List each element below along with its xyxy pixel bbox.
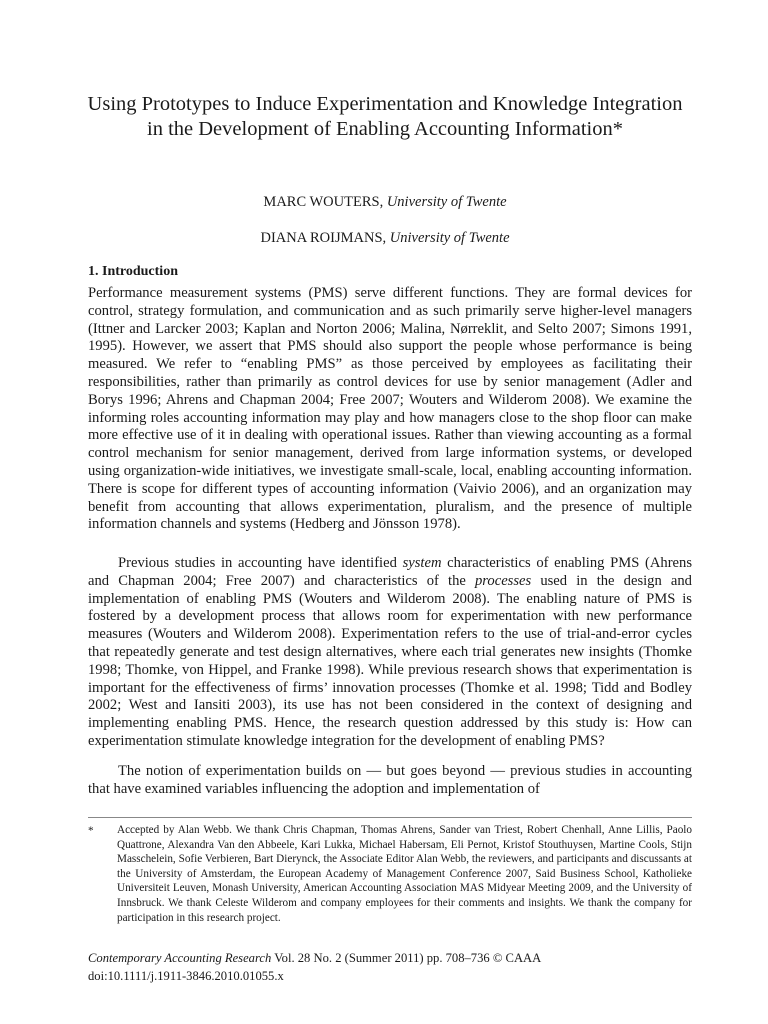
author-2 xyxy=(80,229,690,247)
author-affiliation: University of Twente xyxy=(389,230,510,246)
author-name: DIANA ROIJMANS, xyxy=(260,230,390,246)
section-heading: 1. Introduction xyxy=(88,264,178,279)
author-name: MARC WOUTERS, xyxy=(263,194,387,210)
doi: doi:10.1111/j.1911-3846.2010.01055.x xyxy=(88,969,284,983)
journal-citation xyxy=(88,950,708,967)
emphasis-system: system xyxy=(402,555,442,571)
footnote-divider xyxy=(88,817,692,818)
footnote xyxy=(88,823,692,925)
author-affiliation: University of Twente xyxy=(386,194,507,210)
body-paragraph-2 xyxy=(88,555,692,751)
body-paragraph-1: Performance measurement systems (PMS) serve different functions. They are formal devices for control, strategy formulation, and communication and as such primarily serve higher-level managers (Ittner and Larcker 2003; Kaplan and Norton 2006; Malina, Nørreklit, and Selto 2007; Simons 1991, 1995). However, we assert that PMS should also support the people whose performance is being measured. We refer to “enabling PMS” as those perceived by employees as facilitating their responsibilities, rather than primarily as control devices for use by senior management (Adler and Borys 1996; Ahrens and Chapman 2004; Free 2007; Wouters and Wilderom 2008). We examine the informing roles accounting information may play and how managers close to the shop floor can make more effective use of it in dealing with operational issues. Rather than viewing accounting as a formal control mechanism for senior management, derived from large information systems, or developed using organization-wide initiatives, we investigate small-scale, local, enabling accounting information. There is scope for different types of accounting information (Vaivio 2006), and an organization may benefit from accounting that allows experimentation, pluralism, and the presence of multiple information channels and systems (Hedberg and Jönsson 1978). xyxy=(88,285,692,533)
body-paragraph-3: The notion of experimentation builds on — but goes beyond — previous studies in accounting that have examined variables influencing the adoption and implementation of xyxy=(88,763,692,797)
footnote-text: Accepted by Alan Webb. We thank Chris Chapman, Thomas Ahrens, Sander van Triest, Robert Chenhall, Anne Lillis, Paolo Quattrone, Alexandra Van den Abbeele, Kari Lukka, Michael Habersam, Eli Pernot, Kristof Stouthuysen, Martine Cools, Stijn Masschelein, Sofie Verbieren, Bart Dierynck, the Associate Editor Alan Webb, the reviewers, and participants and discussants at the University of Amsterdam, the European Academy of Management Conference 2007, Said Business School, Katholieke Universiteit Leuven, Monash University, American Accounting Association MAS Midyear Meeting 2009, and the University of Innsbruck. We thank Celeste Wilderom and company employees for their comments and insights. We thank the company for participation in this research project. xyxy=(117,824,692,924)
journal-name: Contemporary Accounting Research xyxy=(88,951,272,965)
author-1 xyxy=(80,193,690,211)
emphasis-processes: processes xyxy=(474,572,532,589)
paragraph-text: used in the design and implementation of enabling PMS (Wouters and Wilderom 2008). The enabling nature of PMS is fostered by a development process that allows room for experimentation with new performance measures (Wouters and Wilderom 2008). Experimentation refers to the use of trial-and-error cycles that repeatedly generate and test design alternatives, where each trial generates new insights (Thomke 1998; Thomke, von Hippel, and Franke 1998). While previous research shows that experimentation is important for the effectiveness of firms’ innovation processes (Thomke et al. 1998; Tidd and Bodley 2002; West and Iansiti 2003), its use has not been considered in the context of designing and implementing enabling PMS. Hence, the research question addressed by this study is: How can experimentation stimulate knowledge integration for the development of enabling PMS? xyxy=(88,572,692,749)
paper-title: Using Prototypes to Induce Experimentation and Knowledge Integration in the Development of Enabling Accounting Information* xyxy=(87,93,683,140)
paragraph-text: characteristics of enabling PMS (Ahrens and Chapman 2004; Free 2007) and characteristics of the xyxy=(88,555,693,589)
footnote-marker: * xyxy=(88,825,94,837)
paragraph-text: Previous studies in accounting have identified xyxy=(118,555,403,571)
citation-details: Vol. 28 No. 2 (Summer 2011) pp. 708–736 © CAAA xyxy=(271,951,542,965)
